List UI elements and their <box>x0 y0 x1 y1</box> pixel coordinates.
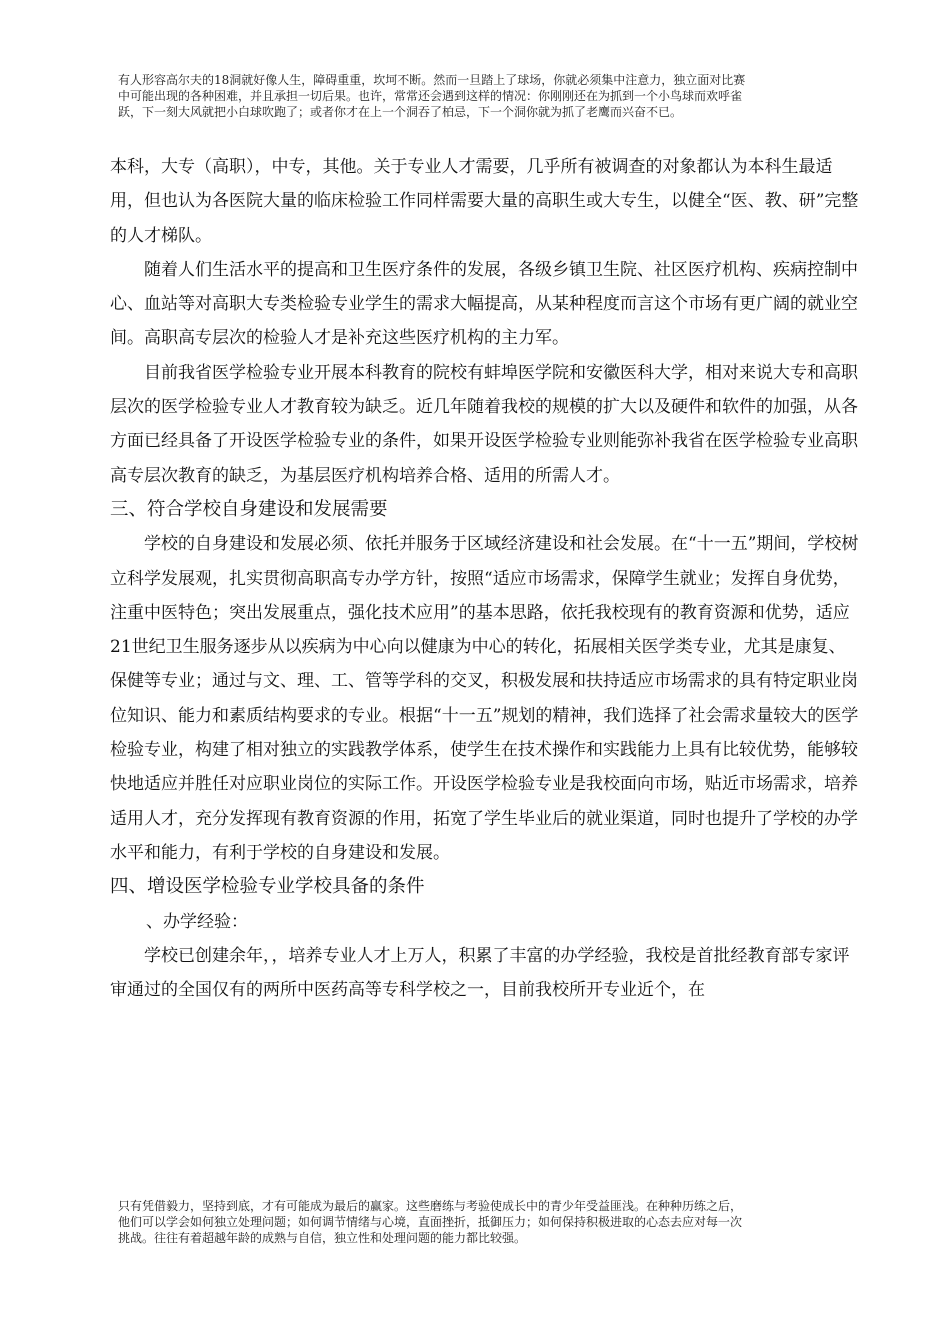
paragraph-market-demand: 随着人们生活水平的提高和卫生医疗条件的发展，各级乡镇卫生院、社区医疗机构、疾病控制中心、血站等对高职大专类检验专业学生的需求大幅提高，从某种程度而言这个市场有更广阔的就业空间。高职高专层次的检验人才是补充这些医疗机构的主力军。 <box>110 259 858 349</box>
sub-heading-experience: 、办学经验： <box>146 911 248 932</box>
header-note-line: 跃，下一刻大风就把小白球吹跑了；或者你才在上一个洞吞了柏忌，下一个洞你就为抓了老鹰而兴奋不已。 <box>118 105 683 119</box>
paragraph-talent-demand: 本科，大专（高职），中专，其他。关于专业人才需要，几乎所有被调查的对象都认为本科生最适用，但也认为各医院大量的临床检验工作同样需要大量的高职生或大专生，以健全“医、教、研”完整的人才梯队。 <box>110 157 859 246</box>
footer-note-line: 他们可以学会如何独立处理问题；如何调节情绪与心境，直面挫折，抵御压力；如何保持积极进取的心态去应对每一次 <box>118 1215 743 1229</box>
footer-note-line: 挑战。往往有着超越年龄的成熟与自信，独立性和处理问题的能力都比较强。 <box>118 1231 527 1245</box>
paragraph-school-development: 学校的自身建设和发展必须、依托并服务于区域经济建设和社会发展。在“十一五”期间，学校树立科学发展观，扎实贯彻高职高专办学方针，按照“适应市场需求，保障学生就业；发挥自身优势，注重中医特色；突出发展重点，强化技术应用”的基本思路，依托我校现有的教育资源和优势，适应21世纪卫生服务逐步从以疾病为中心向以健康为中心的转化，拓展相关医学类专业，尤其是康复、保健等专业；通过与文、理、工、管等学科的交叉，积极发展和扶持适应市场需求的具有特定职业岗位知识、能力和素质结构要求的专业。根据“十一五”规划的精神，我们选择了社会需求量较大的医学检验专业，构建了相对独立的实践教学体系，使学生在技术操作和实践能力上具有比较优势，能够较快地适应并胜任对应职业岗位的实际工作。开设医学检验专业是我校面向市场，贴近市场需求，培养适用人才，充分发挥现有教育资源的作用，拓宽了学生毕业后的就业渠道，同时也提升了学校的办学水平和能力，有利于学校的自身建设和发展。 <box>110 534 859 863</box>
footer-note <box>118 1198 853 1246</box>
section-heading-3: 三、符合学校自身建设和发展需要 <box>110 498 388 520</box>
header-note <box>118 72 853 120</box>
main-content <box>110 150 860 1007</box>
section-heading-4: 四、增设医学检验专业学校具备的条件 <box>110 876 425 898</box>
paragraph-province-education: 目前我省医学检验专业开展本科教育的院校有蚌埠医学院和安徽医科大学，相对来说大专和高职层次的医学检验专业人才教育较为缺乏。近几年随着我校的规模的扩大以及硬件和软件的加强，从各方面已经具备了开设医学检验专业的条件，如果开设医学检验专业则能弥补我省在医学检验专业高职高专层次教育的缺乏，为基层医疗机构培养合格、适用的所需人才。 <box>110 362 858 486</box>
header-note-line: 有人形容高尔夫的18洞就好像人生，障碍重重，坎坷不断。然而一旦踏上了球场，你就必须集中注意力，独立面对比赛 <box>118 73 746 87</box>
footer-note-line: 只有凭借毅力，坚持到底，才有可能成为最后的赢家。这些磨练与考验使成长中的青少年受益匪浅。在种种历练之后， <box>118 1199 743 1213</box>
header-note-line: 中可能出现的各种困难，并且承担一切后果。也许，常常还会遇到这样的情况：你刚刚还在为抓到一个小鸟球而欢呼雀 <box>118 89 743 103</box>
paragraph-school-history: 学校已创建余年，，培养专业人才上万人，积累了丰富的办学经验，我校是首批经教育部专家评审通过的全国仅有的两所中医药高等专科学校之一，目前我校所开专业近个，在 <box>110 945 850 1001</box>
